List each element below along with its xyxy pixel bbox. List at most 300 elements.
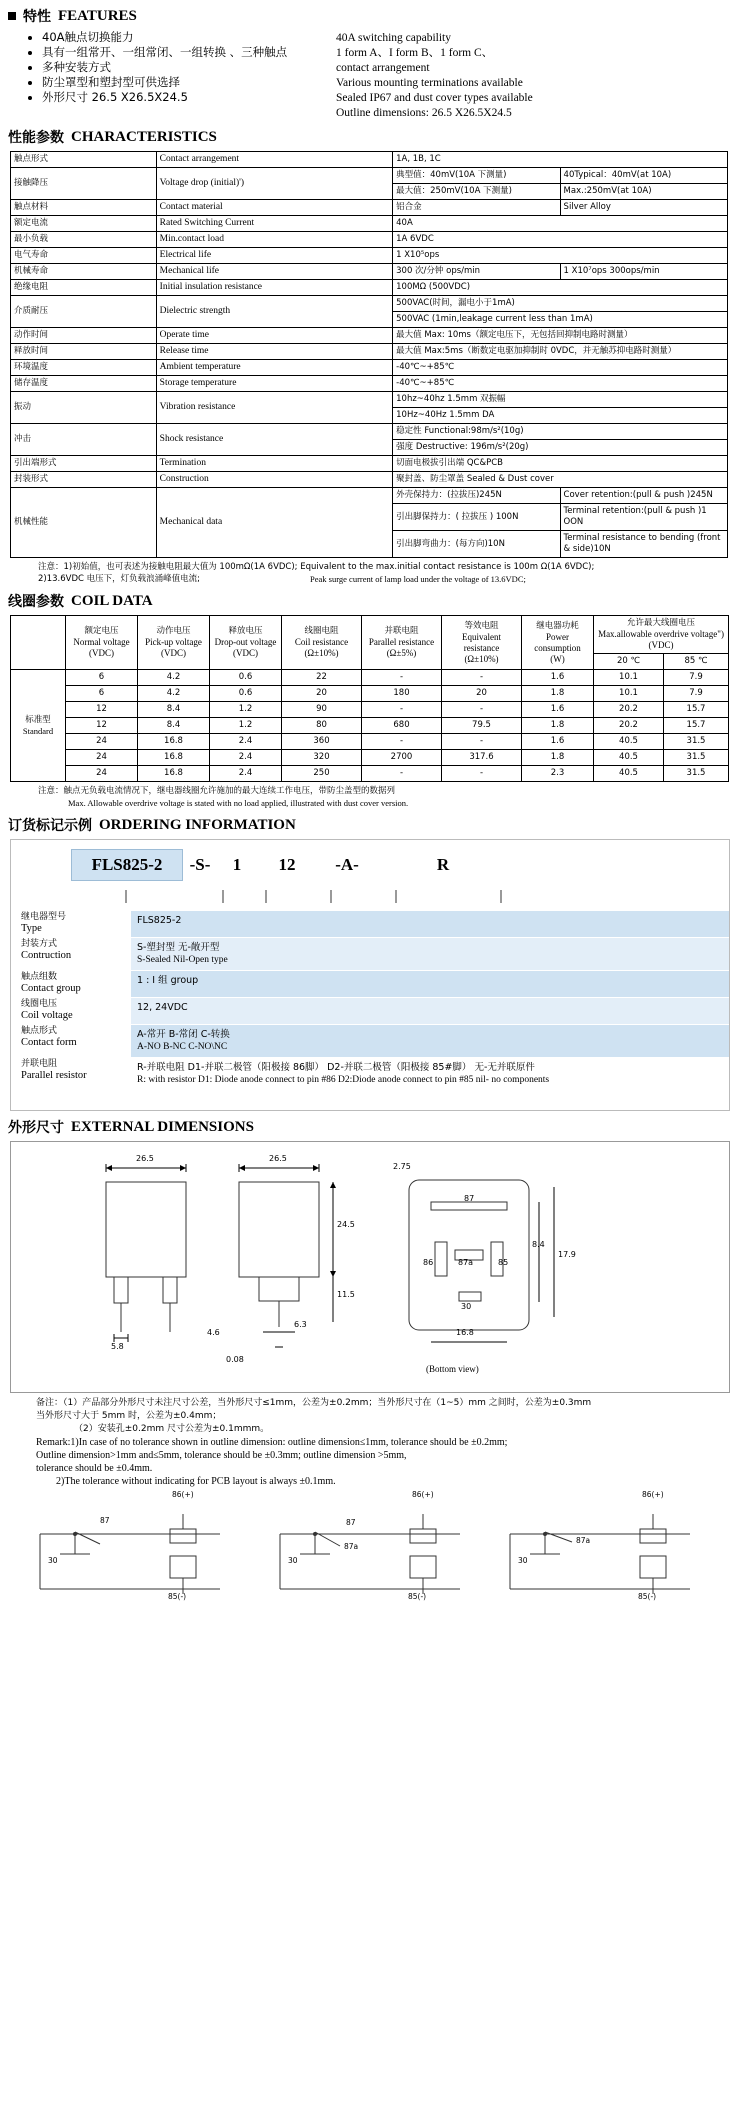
cell: 2.4 (210, 750, 282, 766)
hdr-cn: 继电器功耗 (536, 620, 579, 631)
row-label-cn: 动作时间 (11, 328, 157, 344)
characteristics-heading (8, 127, 744, 147)
row-label-en: Mechanical data (156, 488, 392, 558)
cell: - (442, 734, 522, 750)
table-row (11, 280, 728, 296)
dim-r-84: 8.4 (532, 1240, 545, 1249)
row-value: 500VAC(时间，漏电小于1mA) (393, 296, 728, 312)
cell: 7.9 (664, 670, 729, 686)
row-label-cn: 机械寿命 (11, 264, 157, 280)
hdr-en: Parallel resistance (368, 637, 435, 647)
remark-line-en: 2)The tolerance without indicating for PCB layout is always ±0.1mm. (56, 1476, 336, 1487)
cell: 24 (66, 750, 138, 766)
ordering-row (11, 970, 729, 997)
row-value: 40A (393, 216, 728, 232)
label-cn: 线圈电压 (21, 999, 58, 1009)
feature-item: • 防尘罩型和塑封型可供选择 (42, 75, 326, 90)
row-label-en: Voltage drop (initial)') (156, 168, 392, 200)
cell: 24 (66, 766, 138, 782)
row-value: 最大值 Max: 10ms（额定电压下，无包括回抑制电路时测量） (393, 328, 728, 344)
feature-item: • 40A触点切换能力 (42, 30, 326, 45)
label-cn: 封装方式 (21, 939, 58, 949)
order-code-contact: -A- (335, 855, 359, 874)
ordering-row (11, 910, 729, 937)
table-row (11, 376, 728, 392)
label-cn: 触点形式 (21, 1026, 58, 1036)
row-value: 100MΩ (500VDC) (393, 280, 728, 296)
label-en: Type (21, 923, 42, 934)
cell: 2.4 (210, 766, 282, 782)
row-value-en: 1 X10⁷ops 300ops/min (560, 264, 727, 280)
pin-label-30: 30 (288, 1556, 298, 1565)
feature-item: • 具有一组常开、一组常闭、一组转换 、三种触点 (42, 45, 326, 60)
footnote-line: 注意：触点无负载电流情况下，继电器线圈允许施加的最大连续工作电压，带防尘盖型的数据列 (38, 786, 396, 796)
cell: 4.2 (138, 686, 210, 702)
circuit-diagrams (10, 1490, 728, 1614)
ordering-label (11, 911, 131, 937)
row-label-en: Min.contact load (156, 232, 392, 248)
row-label-en: Vibration resistance (156, 392, 392, 424)
feature-item-en: 40A switching capability (336, 32, 451, 44)
cell: 1.2 (210, 702, 282, 718)
ordering-information-box (10, 839, 730, 1111)
pin-label-87: 87 (464, 1194, 475, 1203)
row-label-en: Mechanical life (156, 264, 392, 280)
table-row (11, 232, 728, 248)
row-value: 铝合金 (393, 200, 560, 216)
ordering-title-cn: 订货标记示例 (8, 818, 92, 834)
footnote-line: 2)13.6VDC 电压下，灯负载浪涌峰值电流; (38, 574, 201, 584)
coil-header (442, 616, 522, 670)
circuit-diagram-3 (490, 1490, 710, 1609)
coil-header (362, 616, 442, 670)
ordering-heading (8, 815, 744, 835)
ordering-row (11, 1057, 729, 1090)
characteristics-table (10, 151, 728, 558)
dim-top-width-2: 26.5 (269, 1154, 287, 1163)
coil-group-label (11, 670, 66, 782)
hdr-unit: (VDC) (161, 648, 186, 658)
dimensions-remark (36, 1397, 744, 1488)
ordering-code-row (11, 840, 729, 890)
value-cn: FLS825-2 (137, 915, 182, 926)
row-value: 聚封盖、防尘罩盖 Sealed & Dust cover (393, 472, 728, 488)
row-label-en: Contact arrangement (156, 152, 392, 168)
pin-label-86: 86(+) (412, 1490, 434, 1499)
bottom-view-caption: (Bottom view) (426, 1364, 479, 1374)
ordering-leader-lines (11, 890, 727, 904)
row-label-en: Storage temperature (156, 376, 392, 392)
row-value: 最大值 Max:5ms（断数定电驱加抑制时 0VDC，并无触苏抑电路时测量） (393, 344, 728, 360)
pin-label-30: 30 (461, 1302, 472, 1311)
order-code-group: 1 (232, 855, 242, 874)
dim-lower-height: 11.5 (337, 1290, 355, 1299)
cell: 180 (362, 686, 442, 702)
cell: 31.5 (664, 750, 729, 766)
row-value: 切面电极拔引出端 QC&PCB (393, 456, 728, 472)
cell: 317.6 (442, 750, 522, 766)
cell: 15.7 (664, 702, 729, 718)
pin-label-87a: 87a (458, 1258, 474, 1267)
row-label-cn: 电气寿命 (11, 248, 157, 264)
characteristics-title-en: CHARACTERISTICS (71, 128, 217, 145)
table-row (11, 360, 728, 376)
dim-pin-height: 4.6 (207, 1328, 220, 1337)
coil-header (66, 616, 138, 670)
table-row (11, 216, 728, 232)
hdr-unit: (VDC) (89, 648, 114, 658)
cell: 680 (362, 718, 442, 734)
features-col-cn (26, 30, 326, 121)
group-en: Standard (22, 725, 54, 736)
row-label-cn: 储存温度 (11, 376, 157, 392)
value-en: R: with resistor D1: Diode anode connect to pin #86 D2:Diode anode connect to pin #85 nil- no components (137, 1075, 550, 1085)
footnote-line-en: Max. Allowable overdrive voltage is stated with no load applied, illustrated with dust cover version. (68, 798, 409, 808)
cell: 1.2 (210, 718, 282, 734)
ordering-value (131, 1025, 729, 1057)
square-bullet-icon (8, 12, 16, 20)
row-label-cn: 释放时间 (11, 344, 157, 360)
hdr-en: Power consumption (534, 631, 581, 653)
row-value: 强度 Destructive: 196m/s²(20g) (393, 440, 728, 456)
row-value: 1A 6VDC (393, 232, 728, 248)
cell: 22 (282, 670, 362, 686)
feature-item-en: contact arrangement (336, 62, 430, 74)
table-row (11, 670, 729, 686)
cell: - (362, 766, 442, 782)
cell: 16.8 (138, 766, 210, 782)
row-label-cn: 环境温度 (11, 360, 157, 376)
cell: 80 (282, 718, 362, 734)
hdr-unit: (VDC) (648, 640, 674, 650)
hdr-unit: (Ω±5%) (386, 648, 417, 658)
row-value: 1A, 1B, 1C (393, 152, 728, 168)
coil-heading (8, 591, 744, 611)
table-row (11, 328, 728, 344)
dim-r-168: 16.8 (456, 1328, 474, 1337)
cell: 320 (282, 750, 362, 766)
value-en: A-NO B-NC C-NO\NC (137, 1042, 228, 1052)
hdr-cn: 线圈电阻 (304, 626, 339, 636)
row-value-en: 40Typical：40mV(at 10A) (560, 168, 727, 184)
row-label-cn: 振动 (11, 392, 157, 424)
row-label-en: Initial insulation resistance (156, 280, 392, 296)
cell: 12 (66, 702, 138, 718)
hdr-unit: (VDC) (233, 648, 258, 658)
dim-r-179: 17.9 (558, 1250, 576, 1259)
coil-temp-col: 20 ℃ (594, 654, 664, 670)
cell: 24 (66, 734, 138, 750)
pin-label-87: 87 (346, 1518, 356, 1527)
label-cn: 并联电阻 (21, 1059, 58, 1069)
cell: 8.4 (138, 718, 210, 734)
dim-height: 24.5 (337, 1220, 355, 1229)
table-row (11, 686, 729, 702)
cell: 0.6 (210, 670, 282, 686)
pin-label-30: 30 (518, 1556, 528, 1565)
pin-label-85: 85 (498, 1258, 509, 1267)
row-label-en: Operate time (156, 328, 392, 344)
row-value: 外壳保持力：(拉拔压)245N (393, 488, 560, 504)
coil-title-en: COIL DATA (71, 592, 153, 609)
row-label-cn: 介质耐压 (11, 296, 157, 328)
cell: 15.7 (664, 718, 729, 734)
row-label-cn: 引出端形式 (11, 456, 157, 472)
pin-label-87a: 87a (576, 1536, 591, 1545)
ordering-value (131, 971, 729, 997)
hdr-cn: 动作电压 (156, 626, 191, 636)
dimension-svg (11, 1142, 727, 1390)
table-row (11, 392, 728, 408)
table-row (11, 718, 729, 734)
row-value-en: Cover retention:(pull & push )245N (560, 488, 727, 504)
cell: 40.5 (594, 766, 664, 782)
pin-label-87: 87 (100, 1516, 110, 1525)
row-value: 10hz~40hz 1.5mm 双振幅 (393, 392, 728, 408)
features-heading (8, 6, 744, 26)
label-en: Contruction (21, 950, 72, 961)
circuit-diagram-2 (260, 1490, 480, 1609)
pin-label-86: 86 (423, 1258, 434, 1267)
coil-title-cn: 线圈参数 (8, 594, 64, 610)
order-code-construction: -S- (189, 855, 211, 874)
coil-header (138, 616, 210, 670)
feature-item-en: 1 form A、I form B、1 form C、 (336, 47, 494, 59)
label-cn: 继电器型号 (21, 912, 67, 922)
ordering-title-en: ORDERING INFORMATION (99, 816, 296, 833)
hdr-en: Normal voltage (73, 637, 130, 647)
row-label-cn: 触点材料 (11, 200, 157, 216)
pin-label-30: 30 (48, 1556, 58, 1565)
cell: 7.9 (664, 686, 729, 702)
row-label-en: Contact material (156, 200, 392, 216)
cell: - (442, 766, 522, 782)
remark-line: 当外形尺寸大于 5mm 时，公差为±0.4mm； (36, 1411, 222, 1421)
feature-item-en: Various mounting terminations available (336, 77, 523, 89)
coil-temp-col: 85 ℃ (664, 654, 729, 670)
label-cn: 触点组数 (21, 972, 58, 982)
table-row (11, 702, 729, 718)
characteristics-footnote (38, 561, 744, 585)
row-label-en: Construction (156, 472, 392, 488)
cell: 8.4 (138, 702, 210, 718)
ordering-legend (11, 910, 729, 1090)
cell: 20 (442, 686, 522, 702)
datasheet-page (0, 6, 744, 1614)
cell: 1.6 (522, 702, 594, 718)
table-row (11, 200, 728, 216)
features-title-en: FEATURES (58, 7, 137, 24)
ordering-value (131, 1058, 729, 1090)
row-value: -40℃~+85℃ (393, 360, 728, 376)
row-value-en: Silver Alloy (560, 200, 727, 216)
row-value-en: Max.:250mV(at 10A) (560, 184, 727, 200)
hdr-cn: 并联电阻 (384, 626, 419, 636)
coil-footnote (38, 785, 744, 809)
cell: 10.1 (594, 670, 664, 686)
row-label-en: Shock resistance (156, 424, 392, 456)
cell: 2.3 (522, 766, 594, 782)
table-row (11, 456, 728, 472)
ordering-row (11, 937, 729, 970)
coil-header (594, 616, 729, 654)
cell: 4.2 (138, 670, 210, 686)
order-code-voltage: 12 (278, 855, 296, 874)
group-cn: 标准型 (25, 714, 51, 725)
ordering-label (11, 998, 131, 1024)
dimensions-heading (8, 1117, 744, 1137)
row-label-en: Release time (156, 344, 392, 360)
footnote-line-en: Peak surge current of lamp load under the voltage of 13.6VDC; (310, 574, 526, 584)
circuit-diagram-1 (20, 1490, 240, 1609)
row-value: 典型值：40mV(10A 下测量) (393, 168, 560, 184)
feature-item: • 多种安装方式 (42, 60, 326, 75)
hdr-en: Coil resistance (294, 637, 349, 647)
dim-r-top: 2.75 (393, 1162, 411, 1171)
dim-top-width-1: 26.5 (136, 1154, 154, 1163)
ordering-row (11, 997, 729, 1024)
pin-label-86: 86(+) (172, 1490, 194, 1499)
footnote-line: 注意：1)初始值，也可表述为接触电阻最大值为 100mΩ(1A 6VDC); Equivalent to the max.initial contact resistance is 100m Ω(1A 6VDC); (38, 562, 595, 572)
coil-header (210, 616, 282, 670)
cell: 20.2 (594, 718, 664, 734)
table-row (11, 264, 728, 280)
dim-pin-width: 5.8 (111, 1342, 124, 1351)
features-col-en (336, 30, 533, 121)
value-en: S-Sealed Nil-Open type (137, 955, 228, 965)
value-cn: 1 : I 组 group (137, 975, 199, 986)
row-value-en: Terminal retention:(pull & push )1 OON (560, 504, 727, 531)
ordering-label (11, 971, 131, 997)
dim-pin2: 6.3 (294, 1320, 307, 1329)
cell: 6 (66, 670, 138, 686)
remark-line: （2）安装孔±0.2mm 尺寸公差为±0.1mmm。 (74, 1424, 270, 1434)
value-cn: R-并联电阻 D1-并联二极管（阳极接 86脚） D2-并联二极管（阳极接 85#脚） 无-无并联原件 (137, 1062, 535, 1073)
feature-item: • 外形尺寸 26.5 X26.5X24.5 (42, 90, 326, 105)
feature-item-en: Outline dimensions: 26.5 X26.5X24.5 (336, 107, 512, 119)
cell: 1.8 (522, 686, 594, 702)
coil-data-table (10, 615, 729, 782)
cell: 16.8 (138, 750, 210, 766)
cell: 1.6 (522, 734, 594, 750)
label-en: Contact group (21, 983, 81, 994)
cell: 6 (66, 686, 138, 702)
table-row (11, 766, 729, 782)
pin-label-86: 86(+) (642, 1490, 664, 1499)
row-value: 引出脚保持力：( 拉拔压 ) 100N (393, 504, 560, 531)
ordering-label (11, 1025, 131, 1057)
table-row (11, 472, 728, 488)
table-row (11, 750, 729, 766)
table-row (11, 734, 729, 750)
dimensions-title-en: EXTERNAL DIMENSIONS (71, 1118, 254, 1135)
cell: 90 (282, 702, 362, 718)
hdr-cn: 释放电压 (228, 626, 263, 636)
cell: 40.5 (594, 734, 664, 750)
cell: 31.5 (664, 734, 729, 750)
row-value: 1 X10⁵ops (393, 248, 728, 264)
row-value: 500VAC (1min,leakage current less than 1mA) (393, 312, 728, 328)
table-row (11, 424, 728, 440)
dim-thickness: 0.08 (226, 1355, 244, 1364)
cell: 0.6 (210, 686, 282, 702)
row-value-en: Terminal resistance to bending (front & side)10N (560, 531, 727, 558)
value-cn: A-常开 B-常闭 C-转换 (137, 1029, 230, 1040)
row-value: 引出脚弯曲力：(每方向)10N (393, 531, 560, 558)
label-en: Coil voltage (21, 1010, 73, 1021)
cell: 1.8 (522, 718, 594, 734)
cell: - (362, 670, 442, 686)
cell: - (442, 670, 522, 686)
hdr-en: Max.allowable overdrive voltage") (598, 629, 724, 639)
pin-label-85: 85(-) (408, 1592, 427, 1601)
table-row (11, 296, 728, 312)
ordering-value (131, 938, 729, 970)
hdr-en: Drop-out voltage (214, 637, 277, 647)
row-label-cn: 最小负载 (11, 232, 157, 248)
table-row (11, 168, 728, 184)
table-row (11, 152, 728, 168)
coil-header (282, 616, 362, 670)
hdr-unit: (W) (550, 653, 565, 664)
characteristics-title-cn: 性能参数 (8, 130, 64, 146)
row-label-cn: 触点形式 (11, 152, 157, 168)
remark-line: 备注：（1）产品部分外形尺寸未注尺寸公差，当外形尺寸≤1mm，公差为±0.2mm；当外形尺寸在（1~5）mm 之间时，公差为±0.3mm (36, 1398, 592, 1408)
row-label-cn: 额定电流 (11, 216, 157, 232)
ordering-row (11, 1024, 729, 1057)
label-en: Parallel resistor (21, 1070, 87, 1081)
cell: 31.5 (664, 766, 729, 782)
ordering-label (11, 1058, 131, 1090)
feature-item-en: Sealed IP67 and dust cover types available (336, 92, 533, 104)
pin-label-85: 85(-) (638, 1592, 657, 1601)
cell: 16.8 (138, 734, 210, 750)
label-en: Contact form (21, 1037, 77, 1048)
row-value: 稳定性 Functional:98m/s²(10g) (393, 424, 728, 440)
row-label-en: Rated Switching Current (156, 216, 392, 232)
table-row (11, 488, 728, 504)
hdr-unit: (Ω±10%) (304, 648, 339, 658)
cell: 79.5 (442, 718, 522, 734)
coil-header (522, 616, 594, 670)
order-code-resistor: R (436, 855, 450, 874)
hdr-cn: 允许最大线圈电压 (627, 618, 696, 628)
value-cn: S-塑封型 无-敞开型 (137, 942, 220, 953)
row-label-cn: 机械性能 (11, 488, 157, 558)
pin-label-87a: 87a (344, 1542, 359, 1551)
cell: 1.6 (522, 670, 594, 686)
cell: 2.4 (210, 734, 282, 750)
cell: 40.5 (594, 750, 664, 766)
cell: 360 (282, 734, 362, 750)
ordering-value (131, 998, 729, 1024)
hdr-cn: 额定电压 (84, 626, 119, 636)
features-title-cn: 特性 (23, 9, 51, 25)
cell: 20 (282, 686, 362, 702)
row-value: 最大值：250mV(10A 下测量) (393, 184, 560, 200)
cell: - (362, 702, 442, 718)
row-label-en: Dielectric strength (156, 296, 392, 328)
row-label-en: Termination (156, 456, 392, 472)
row-value: -40℃~+85℃ (393, 376, 728, 392)
ordering-value (131, 911, 729, 937)
remark-line-en: tolerance should be ±0.4mm. (36, 1463, 153, 1474)
row-value: 300 次/分钟 ops/min (393, 264, 560, 280)
remark-line-en: Remark:1)In case of no tolerance shown in outline dimension: outline dimension≤1mm, tolerance should be ±0.2mm; (36, 1437, 508, 1448)
row-label-cn: 冲击 (11, 424, 157, 456)
order-code-type: FLS825-2 (71, 849, 183, 881)
cell: - (362, 734, 442, 750)
